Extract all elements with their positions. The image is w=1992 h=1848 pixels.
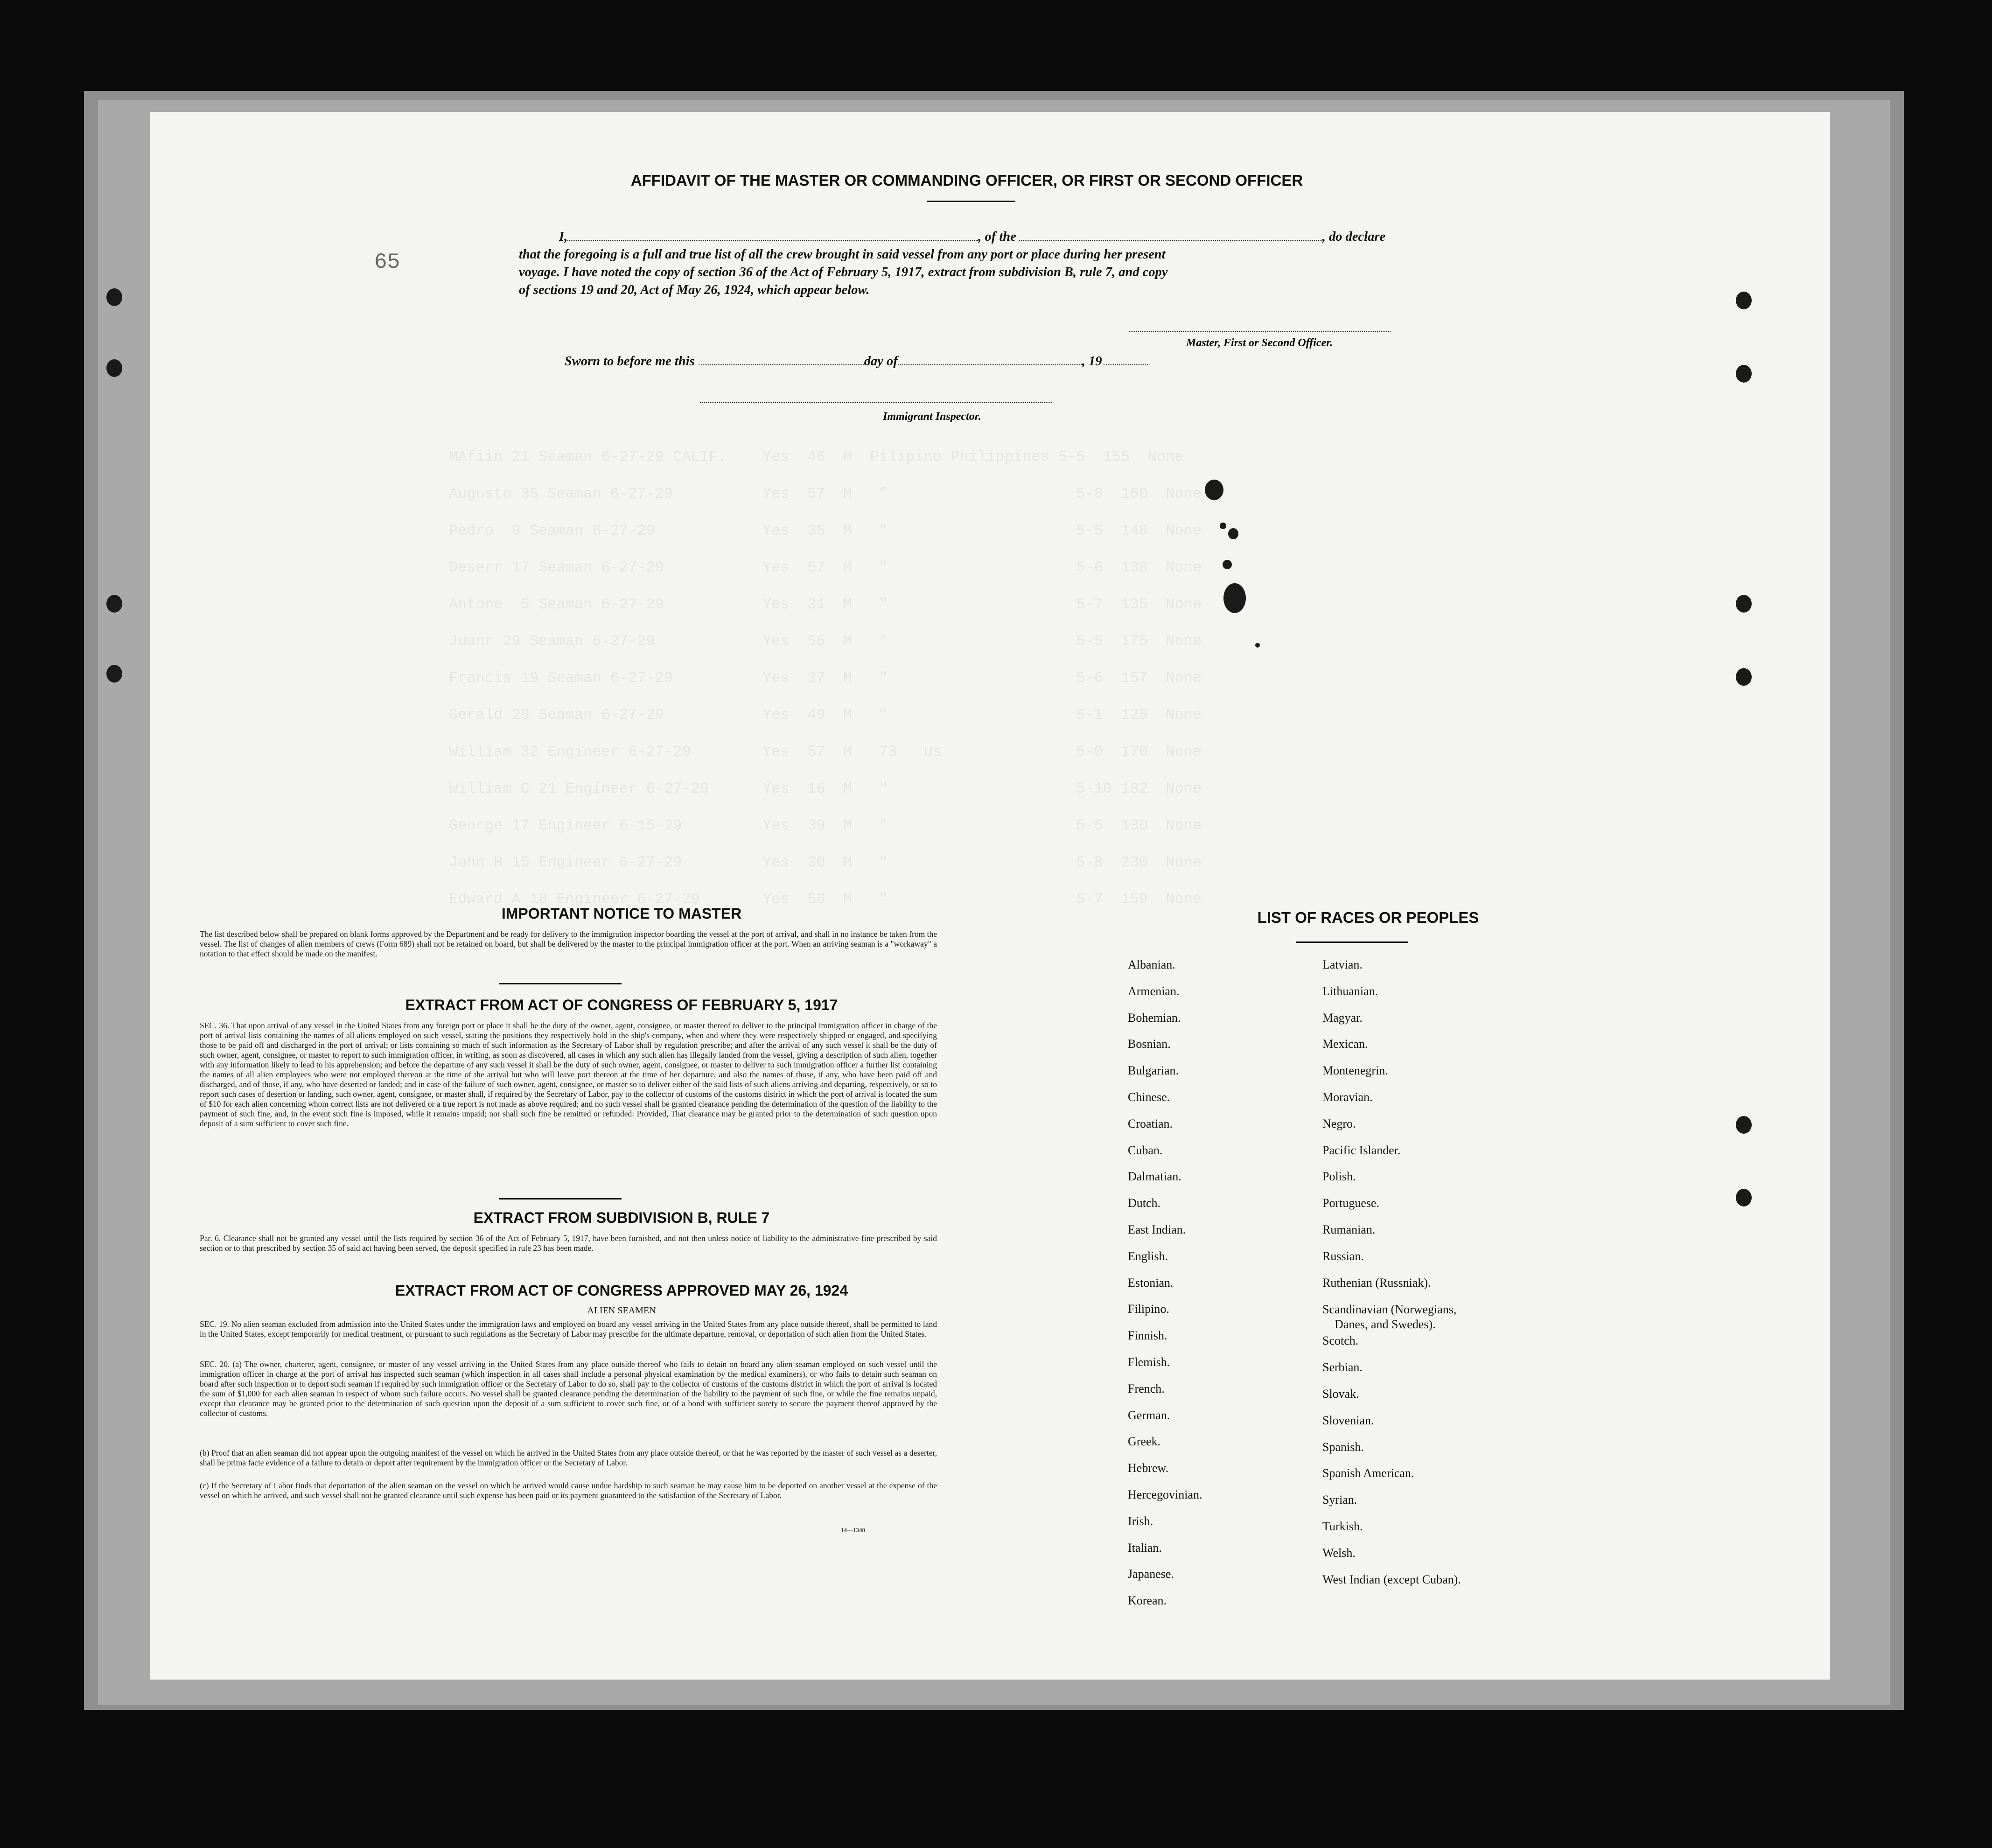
master-signature-line[interactable]	[1129, 331, 1391, 332]
race-item: Slovak.	[1322, 1387, 1359, 1401]
race-item: Pacific Islander.	[1322, 1143, 1401, 1157]
race-item: Syrian.	[1322, 1493, 1357, 1507]
subdivision-body: Par. 6. Clearance shall not be granted any vessel until the lists required by section 36 of the Act of February 5, 1917, have been furnished, and not then unless notice of liability to the administrative fine prescribed by said section or to that prescribed by section 35 of said act having been served, the deposit specified in rule 23 has been made.	[200, 1234, 937, 1253]
race-item: East Indian.	[1128, 1222, 1186, 1236]
ink-blot	[1228, 528, 1238, 539]
race-item: Russian.	[1322, 1249, 1364, 1263]
race-item: Dalmatian.	[1128, 1170, 1181, 1184]
ink-blot	[1220, 523, 1226, 529]
race-item: Negro.	[1322, 1116, 1356, 1130]
race-item: Bohemian.	[1128, 1011, 1181, 1025]
section-20c-body: (c) If the Secretary of Labor finds that deportation of the alien seaman on the vessel on which he arrived would cause undue hardship to such seaman he may cause him to be deported on another vessel at the expense of the vessel on which he arrived, and such vessel shall not be granted clearance until such expense has been paid or its payment guaranteed to the satisfaction of the Secretary of Labor.	[200, 1481, 937, 1500]
title-rule	[927, 201, 1015, 202]
races-right-column	[1322, 952, 1461, 1593]
race-item: Croatian.	[1128, 1116, 1173, 1130]
form-number: 14—1340	[841, 1527, 865, 1534]
sworn-month-field[interactable]	[898, 352, 1082, 365]
affidavit-line-2: that the foregoing is a full and true list of all the crew brought in said vessel from any port or place during her present	[519, 247, 1166, 262]
extract-1917-title: EXTRACT FROM ACT OF CONGRESS OF FEBRUARY 5, 1917	[405, 997, 838, 1013]
race-item: Scandinavian (Norwegians,	[1322, 1303, 1457, 1317]
race-item: Mexican.	[1322, 1037, 1368, 1051]
race-item: Finnish.	[1128, 1329, 1167, 1343]
binder-hole	[106, 665, 122, 683]
binder-hole	[106, 288, 122, 306]
punch-hole	[1736, 365, 1752, 383]
manifest-page	[150, 112, 1830, 1680]
race-item: French.	[1128, 1381, 1165, 1395]
race-item: Dutch.	[1128, 1196, 1161, 1210]
race-item: Ruthenian (Russniak).	[1322, 1276, 1431, 1290]
race-item: Cuban.	[1128, 1143, 1163, 1157]
affidavit-of-the-label: , of the	[978, 230, 1016, 244]
binder-hole	[106, 595, 122, 613]
race-item: Flemish.	[1128, 1355, 1170, 1369]
day-of-label: day of	[864, 354, 898, 369]
extract-1924-title: EXTRACT FROM ACT OF CONGRESS APPROVED MAY 26, 1924	[395, 1282, 848, 1299]
race-item: Irish.	[1128, 1514, 1153, 1528]
race-item: Rumanian.	[1322, 1222, 1376, 1236]
race-item: Hercegovinian.	[1128, 1487, 1202, 1501]
section-19-body: SEC. 19. No alien seaman excluded from admission into the United States under the immigration laws and employed on board any vessel arriving in the United States from any place outside thereof, shall be permitted to land in the United States, except temporarily for medical treatment, or pursuant to such regulations as the Secretary of Labor may prescribe for the ultimate departure, removal, or deportation of such alien from the United States.	[200, 1319, 937, 1339]
section-rule	[499, 1198, 622, 1199]
race-item: Magyar.	[1322, 1011, 1363, 1025]
punch-hole	[1736, 668, 1752, 686]
races-rule	[1296, 941, 1408, 943]
race-item: Portuguese.	[1322, 1196, 1380, 1210]
punch-hole	[1736, 1189, 1752, 1206]
race-item: Korean.	[1128, 1594, 1167, 1608]
races-left-column	[1128, 952, 1202, 1614]
punch-hole	[1736, 1116, 1752, 1134]
race-item: Montenegrin.	[1322, 1064, 1388, 1078]
ink-blot	[1223, 583, 1246, 613]
affidavit-declare-label: , do declare	[1322, 230, 1386, 244]
affidavit-line-4: of sections 19 and 20, Act of May 26, 1924, which appear below.	[519, 283, 870, 297]
sworn-line	[565, 352, 1148, 369]
master-name-field[interactable]	[567, 228, 978, 241]
race-item: Turkish.	[1322, 1519, 1363, 1533]
affidavit-line-3: voyage. I have noted the copy of section 36 of the Act of February 5, 1917, extract from subdivision B, rule 7, and copy	[519, 265, 1168, 279]
race-item: Albanian.	[1128, 958, 1175, 971]
punch-hole	[1736, 595, 1752, 613]
affidavit-body	[519, 228, 1573, 299]
races-title: LIST OF RACES OR PEOPLES	[1257, 909, 1479, 926]
subdivision-title: EXTRACT FROM SUBDIVISION B, RULE 7	[473, 1209, 770, 1226]
race-item: Latvian.	[1322, 958, 1363, 971]
race-item: Japanese.	[1128, 1567, 1174, 1581]
race-item: West Indian (except Cuban).	[1322, 1572, 1461, 1586]
bleed-through: MAfiin 21 Seaman 6-27-29 CALIF. Yes 46 M Pilipino Philippines 5-5 155 None Augusto 35 Seaman 6-27-29 Yes 57 M " 5-8 160 None Pedro 9 Seaman 6-27-29 Yes 35 M " 5-5 148 None Deserr 17 Seaman 6-27-29 Yes 57 M " 5-6 138 None Antone 5 Seaman 6-27-29 Yes 31 M " 5-7 135 None Juanr 29 Seaman 6-27-29 Yes 56 M " 5-5 175 None Francis 19 Seaman 6-27-29 Yes 37 M " 5-6 157 None Gerald 28 Seaman 6-27-29 Yes 49 M " 5-1 125 None William 32 Engineer 6-27-29 Yes 57 M 73 Us 5-0 170 None William C 21 Engineer 6-27-29 Yes 16 M " 5-10 182 None George 17 Engineer 6-15-29 Yes 39 M " 5-5 130 None John H 15 Engineer 6-27-29 Yes 30 M " 5-8 230 None Edward A 18 Engineer 6-27-29 Yes 56 M " 5-7 159 None	[449, 448, 1202, 908]
section-20a-body: SEC. 20. (a) The owner, charterer, agent, consignee, or master of any vessel arriving in the United States from any place outside thereof who fails to detain on board any alien seaman employed on such vessel until the immigration officer in charge at the port of arrival has inspected such seaman (which inspection in all cases shall include a personal physical examination by the medical examiners), or who fails to detain such seaman on board after such inspection or to deport such seaman if required by such immigration officer or the Secretary of Labor to do so, shall pay to the collector of customs of the customs district in which the port of arrival is located the sum of $1,000 for each alien seaman in respect of whom such failure occurs. No vessel shall be granted clearance pending the determination of the liability to the payment of such fine, or while the fine remains unpaid, except that clearance may be granted prior to the determination of such question upon the deposit of a sum sufficient to cover such fine, or of a bond with sufficient surety to secure the payment thereof approved by the collector of customs.	[200, 1360, 937, 1418]
binder-hole	[106, 359, 122, 377]
sworn-year-field[interactable]	[1104, 352, 1148, 365]
race-item: Spanish American.	[1322, 1466, 1414, 1480]
ink-blot	[1223, 560, 1232, 569]
notice-title: IMPORTANT NOTICE TO MASTER	[501, 905, 742, 922]
vessel-name-field[interactable]	[1019, 228, 1322, 241]
race-item: Greek.	[1128, 1435, 1161, 1449]
affidavit-i-label: I,	[559, 230, 568, 244]
inspector-signature-line[interactable]	[700, 402, 1052, 403]
race-item: Slovenian.	[1322, 1413, 1374, 1427]
section-20b-body: (b) Proof that an alien seaman did not appear upon the outgoing manifest of the vessel on which he arrived in the United States from any place outside thereof, or that he was reported by the master of such vessel as a deserter, shall be prima facie evidence of a failure to detain or deport after requirement by the immigration officer or the Secretary of Labor.	[200, 1448, 937, 1467]
ink-blot	[1205, 480, 1223, 500]
race-item: Moravian.	[1322, 1090, 1373, 1104]
race-item: Spanish.	[1322, 1440, 1364, 1454]
race-item: Serbian.	[1322, 1360, 1363, 1374]
year-label: , 19	[1082, 354, 1102, 369]
race-item: English.	[1128, 1249, 1168, 1263]
race-item: Lithuanian.	[1322, 984, 1378, 998]
master-signature-label: Master, First or Second Officer.	[1186, 337, 1333, 349]
race-item: Scotch.	[1322, 1334, 1359, 1348]
race-item: Italian.	[1128, 1541, 1162, 1555]
race-item: Armenian.	[1128, 984, 1180, 998]
race-item: Bosnian.	[1128, 1037, 1171, 1051]
race-item: German.	[1128, 1408, 1170, 1422]
race-item: Bulgarian.	[1128, 1064, 1179, 1078]
section-rule	[499, 983, 622, 984]
race-item: Filipino.	[1128, 1302, 1169, 1316]
sworn-label: Sworn to before me this	[565, 354, 695, 369]
race-item: Danes, and Swedes).	[1335, 1318, 1436, 1332]
race-item: Hebrew.	[1128, 1461, 1169, 1475]
page-number: 65	[374, 250, 400, 274]
ink-blot	[1255, 643, 1260, 648]
inspector-label: Immigrant Inspector.	[883, 411, 981, 423]
extract-1917-body: SEC. 36. That upon arrival of any vessel in the United States from any foreign port or place it shall be the duty of the owner, agent, consignee, or master thereof to deliver to the principal immigration officer in charge of the port of arrival lists containing the names of all aliens employed on such vessel, stating the positions they respectively hold in the ship's company, when and where they were respectively shipped or engaged, and specifying those to be paid off and discharged in the port of arrival; or lists containing so much of such information as the Secretary of Labor shall by regulation prescribe; and after the arrival of any such vessel it shall be the duty of such owner, agent, consignee, or master to report to such immigration officer, in writing, as soon as discovered, all cases in which any such alien has illegally landed from the vessel, giving a description of such alien, together with any information likely to lead to his apprehension; and before the departure of any such vessel it shall be the duty of such owner, agent, consignee, or master to deliver to such immigration officer a further list containing the names of all alien employees who were not employed thereon at the time of the arrival but who will leave port thereon at the time of her departure, and also the names of those, if any, who have been paid off and discharged, and of those, if any, who have deserted or landed; and in case of the failure of such owner, agent, consignee, or master so to deliver either of the said lists of such aliens arriving and departing, respectively, or so to report such cases of desertion or landing, such owner, agent, consignee, or master shall, if required by the Secretary of Labor, pay to the collector of customs of the customs district in which the port of arrival is located the sum of $10 for each alien concerning whom correct lists are not delivered or a true report is not made as above required; and no such vessel shall be granted clearance pending the determination of the question of the liability to the payment of such fine, and, in the event such fine is imposed, while it remains unpaid; nor shall such fine be remitted or refunded: Provided, That clearance may be granted prior to the determination of such question upon deposit of a sum sufficient to cover such fine.	[200, 1021, 937, 1128]
race-item: Welsh.	[1322, 1546, 1356, 1560]
race-item: Estonian.	[1128, 1276, 1174, 1290]
affidavit-title: AFFIDAVIT OF THE MASTER OR COMMANDING OFFICER, OR FIRST OR SECOND OFFICER	[630, 172, 1303, 189]
alien-seamen-subtitle: ALIEN SEAMEN	[587, 1305, 656, 1316]
notice-body: The list described below shall be prepared on blank forms approved by the Department and be ready for delivery to the immigration inspector boarding the vessel at the port of arrival, and shall in no instance be taken from the vessel. The list of changes of alien members of crews (Form 689) shall not be retained on board, but shall be delivered by the master to the principal immigration officer at the port. When an arriving seaman is a "workaway" a notation to that effect should be made on the manifest.	[200, 929, 937, 958]
race-item: Chinese.	[1128, 1090, 1170, 1104]
sworn-day-field[interactable]	[699, 352, 864, 365]
punch-hole	[1736, 292, 1752, 309]
race-item: Polish.	[1322, 1170, 1356, 1184]
